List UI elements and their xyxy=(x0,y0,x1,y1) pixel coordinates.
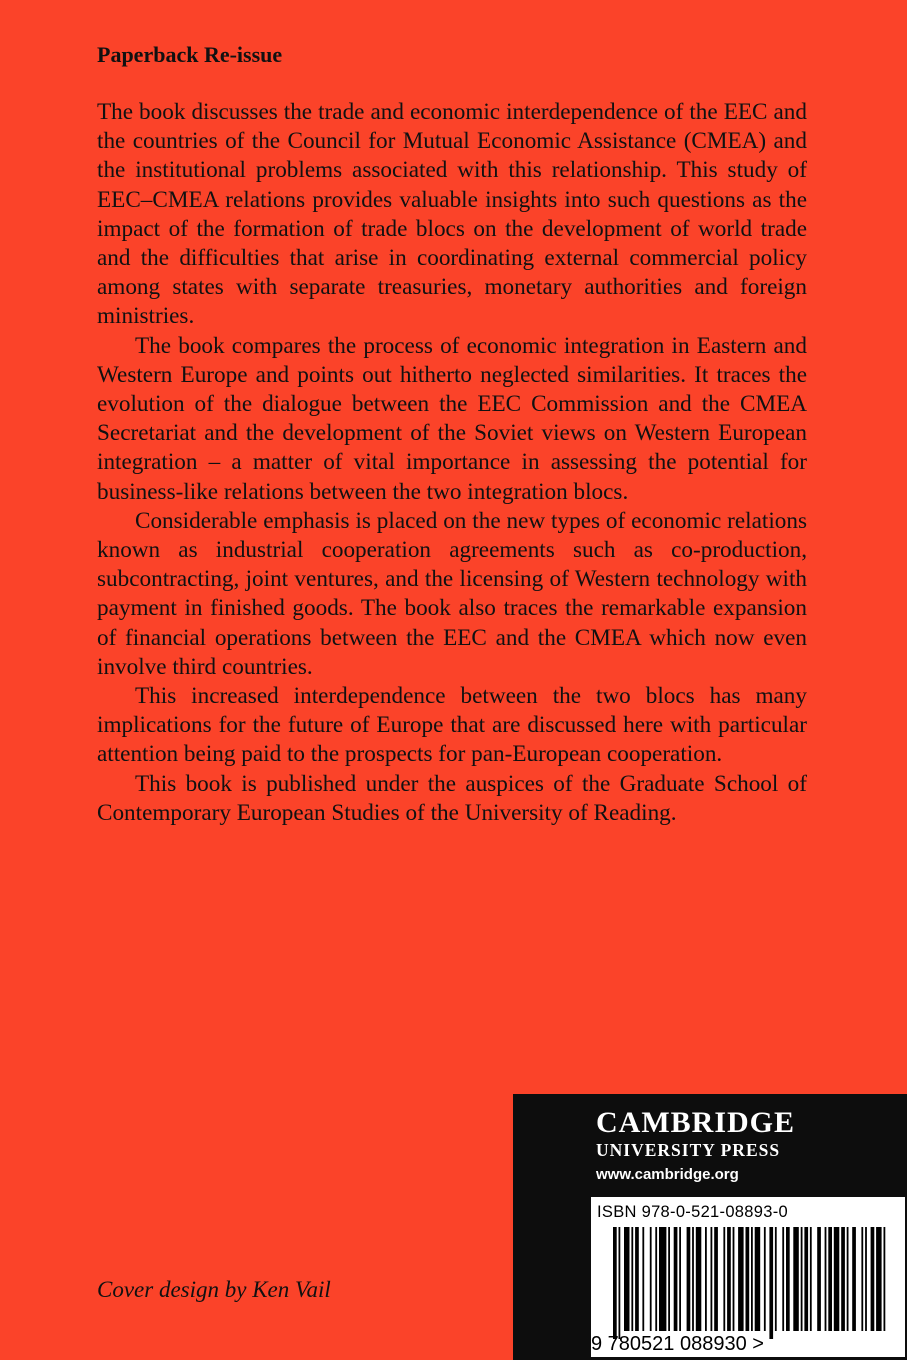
barcode-bar xyxy=(876,1227,882,1331)
publisher-logo-name: CAMBRIDGE xyxy=(596,1106,796,1139)
section-heading: Paperback Re-issue xyxy=(97,42,283,67)
barcode-bar xyxy=(687,1227,691,1331)
barcode-bar xyxy=(635,1227,639,1331)
barcode-bar xyxy=(624,1227,630,1331)
barcode-bar xyxy=(711,1227,713,1331)
blurb-text xyxy=(97,98,807,828)
barcode-digits: 9 780521 088930 > xyxy=(591,1333,764,1355)
blurb-paragraph-2: The book compares the process of economic integration in Eastern and Western Europe and points out hitherto neglected similarities. It traces the evolution of the dialogue between the EEC Commission and the CMEA Secretariat and the development of the Soviet views on Western European integration – a matter of vital importance in assessing the potential for business-like relations between the two integration blocs. xyxy=(97,332,807,505)
barcode-bar xyxy=(738,1227,744,1331)
publisher-url: www.cambridge.org xyxy=(596,1166,739,1183)
barcode-bar xyxy=(804,1227,808,1331)
barcode-bar xyxy=(650,1227,652,1331)
barcode-bar xyxy=(841,1227,845,1331)
barcode-bar xyxy=(861,1227,863,1331)
barcode-bar xyxy=(755,1227,761,1331)
isbn-barcode xyxy=(591,1197,905,1357)
barcode-bar xyxy=(746,1227,750,1331)
barcode-bar xyxy=(619,1227,621,1339)
barcode-bar xyxy=(810,1227,812,1331)
publisher-block xyxy=(513,1094,907,1360)
barcode-bar xyxy=(793,1227,799,1331)
barcode-bar xyxy=(769,1227,773,1339)
barcode-bar xyxy=(714,1227,718,1331)
barcode-bar xyxy=(668,1227,670,1331)
barcode-bar xyxy=(852,1227,856,1331)
barcode-bar xyxy=(696,1227,702,1331)
barcode-bar xyxy=(786,1227,790,1331)
barcode-bar xyxy=(655,1227,657,1331)
barcode-bar xyxy=(847,1227,849,1331)
barcode-bar xyxy=(782,1227,784,1331)
barcode-bar xyxy=(679,1227,681,1331)
barcode-bar xyxy=(884,1227,886,1331)
barcode-bar xyxy=(674,1227,678,1331)
barcode-bar xyxy=(733,1227,735,1331)
barcode-bar xyxy=(705,1227,707,1331)
barcode-bar xyxy=(801,1227,803,1331)
barcode-bar xyxy=(642,1227,644,1331)
barcode-bar xyxy=(751,1227,753,1331)
blurb-paragraph-5: This book is published under the auspices of the Graduate School of Contemporary European Studies of the University of Reading. xyxy=(97,770,807,826)
barcode-bar xyxy=(865,1227,867,1331)
blurb-paragraph-1: The book discusses the trade and economic interdependence of the EEC and the countries of the Council for Mutual Economic Assistance (CMEA) and the institutional problems associated with this relationship. This study of EEC–CMEA relations provides valuable insights into such questions as the impact of the formation of trade blocs on the development of world trade and the difficulties that arise in coordinating external commercial policy among states with separate treasuries, monetary authorities and foreign ministries. xyxy=(97,99,807,330)
barcode-bar xyxy=(871,1227,875,1331)
barcode-bar xyxy=(613,1227,617,1339)
blurb-paragraph-3: Considerable emphasis is placed on the new types of economic relations known as industrial cooperation agreements such as co-production, subcontracting, joint ventures, and the licensing of Western technology with payment in finished goods. The book also traces the remarkable expansion of financial operations between the EEC and the CMEA which now even involve third countries. xyxy=(97,507,807,680)
blurb-paragraph-4: This increased interdependence between the two blocs has many implications for the future of Europe that are discussed here with particular attention being paid to the prospects for pan-European cooperation. xyxy=(97,683,807,768)
barcode-bar xyxy=(692,1227,694,1331)
barcode-bar xyxy=(727,1227,731,1331)
barcode-bar xyxy=(828,1227,832,1331)
isbn-number: ISBN 978-0-521-08893-0 xyxy=(597,1203,788,1221)
barcode-bar xyxy=(723,1227,725,1331)
barcode-bar xyxy=(631,1227,633,1331)
cover-credit: Cover design by Ken Vail xyxy=(97,1277,331,1302)
barcode-bar xyxy=(834,1227,840,1331)
barcode-bar xyxy=(764,1227,766,1331)
barcode-bar xyxy=(825,1227,827,1331)
barcode-bar xyxy=(817,1227,821,1331)
publisher-logo-subtitle: UNIVERSITY PRESS xyxy=(596,1140,781,1160)
barcode-bar xyxy=(659,1227,666,1331)
barcode-bar xyxy=(775,1227,777,1331)
